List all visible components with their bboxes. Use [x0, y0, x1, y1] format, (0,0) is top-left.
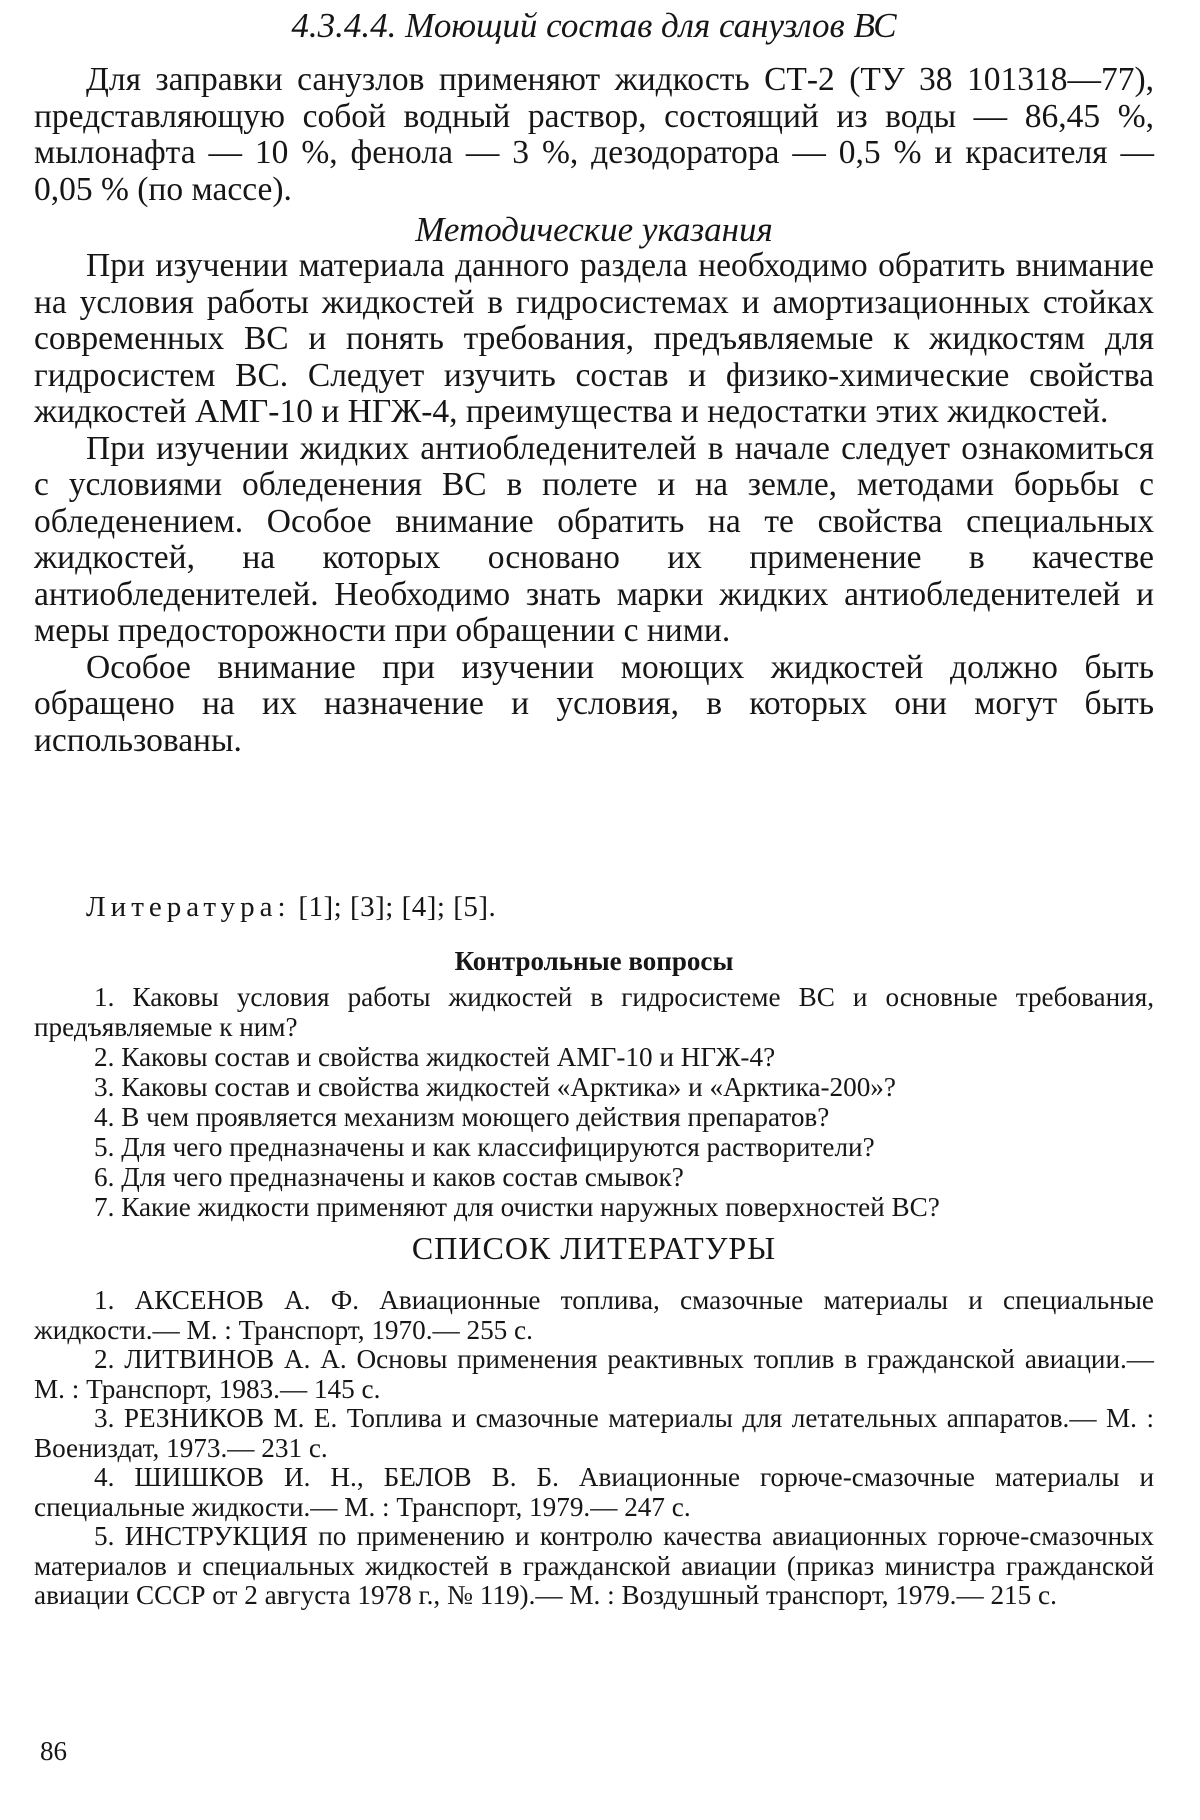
reference-item: 5. ИНСТРУКЦИЯ по применению и контролю качества авиационных горюче-смазочных материалов и специальных жидкостей в гражданской авиации (приказ министра гражданской авиации СССР от 2 августа 1978 г., № 119).— М. : Воздушный транспорт, 1979.— 215 с.: [34, 1521, 1154, 1610]
literature-line: [34, 890, 1154, 924]
guidelines-body: [34, 248, 1154, 759]
guidelines-paragraph: При изучении материала данного раздела необходимо обратить внимание на условия работы жидкостей в гидросистемах и амортизационных стойках современных ВС и понять требования, предъявляемые к жидкостям для гидросистем ВС. Следует изучить состав и физико-химические свойства жидкостей АМГ-10 и НГЖ-4, преимущества и недостатки этих жидкостей.: [34, 247, 1154, 430]
guidelines-paragraph: Особое внимание при изучении моющих жидкостей должно быть обращено на их назначение и условия, в которых они могут быть использованы.: [34, 648, 1154, 759]
guidelines-paragraph: При изучении жидких антиобледенителей в начале следует ознакомиться с условиями обледенения ВС в полете и на земле, методами борьбы с обледенением. Особое внимание обратить на те свойства специальных жидкостей, на которых основано их применение в качестве антиобледенителей. Необходимо знать марки жидких антиобледенителей и меры предосторожности при обращении с ними.: [34, 429, 1154, 649]
literature-refs: [1]; [3]; [4]; [5].: [298, 891, 497, 923]
reference-item: 1. АКСЕНОВ А. Ф. Авиационные топлива, смазочные материалы и специальные жидкости.— М. : Транспорт, 1970.— 255 с.: [34, 1285, 1154, 1345]
question-item: 4. В чем проявляется механизм моющего действия препаратов?: [94, 1102, 830, 1132]
references-heading: СПИСОК ЛИТЕРАТУРЫ: [411, 1230, 777, 1266]
questions-list: [34, 982, 1154, 1222]
reference-item: 3. РЕЗНИКОВ М. Е. Топлива и смазочные материалы для летательных аппаратов.— М. : Воениздат, 1973.— 231 с.: [34, 1403, 1154, 1463]
question-item: 1. Каковы условия работы жидкостей в гидросистеме ВС и основные требования, предъявляемые к ним?: [34, 982, 1154, 1042]
question-item: 2. Каковы состав и свойства жидкостей АМГ-10 и НГЖ-4?: [94, 1042, 776, 1072]
page-number: 86: [40, 1736, 67, 1766]
question-item: 7. Какие жидкости применяют для очистки наружных поверхностей ВС?: [94, 1192, 940, 1222]
guidelines-heading: Методические указания: [415, 210, 773, 249]
question-item: 6. Для чего предназначены и каков состав смывок?: [94, 1162, 684, 1192]
question-item: 3. Каковы состав и свойства жидкостей «Арктика» и «Арктика-200»?: [94, 1072, 896, 1102]
section-title: 4.3.4.4. Моющий состав для санузлов ВС: [291, 6, 897, 45]
literature-label: Литература:: [86, 891, 291, 923]
reference-item: 2. ЛИТВИНОВ А. А. Основы применения реактивных топлив в гражданской авиации.— М. : Транспорт, 1983.— 145 с.: [34, 1344, 1154, 1404]
reference-item: 4. ШИШКОВ И. Н., БЕЛОВ В. Б. Авиационные горюче-смазочные материалы и специальные жидкости.— М. : Транспорт, 1979.— 247 с.: [34, 1462, 1154, 1522]
question-item: 5. Для чего предназначены и как классифицируются растворители?: [94, 1132, 875, 1162]
section-paragraph: Для заправки санузлов применяют жидкость СТ-2 (ТУ 38 101318—77), представляющую собой водный раствор, состоящий из воды — 86,45 %, мылонафта — 10 %, фенола — 3 %, дезодоратора — 0,5 % и красителя — 0,05 % (по массе).: [34, 61, 1154, 208]
section-body: [34, 62, 1154, 208]
references-list: [34, 1286, 1154, 1611]
questions-heading: Контрольные вопросы: [454, 946, 734, 976]
